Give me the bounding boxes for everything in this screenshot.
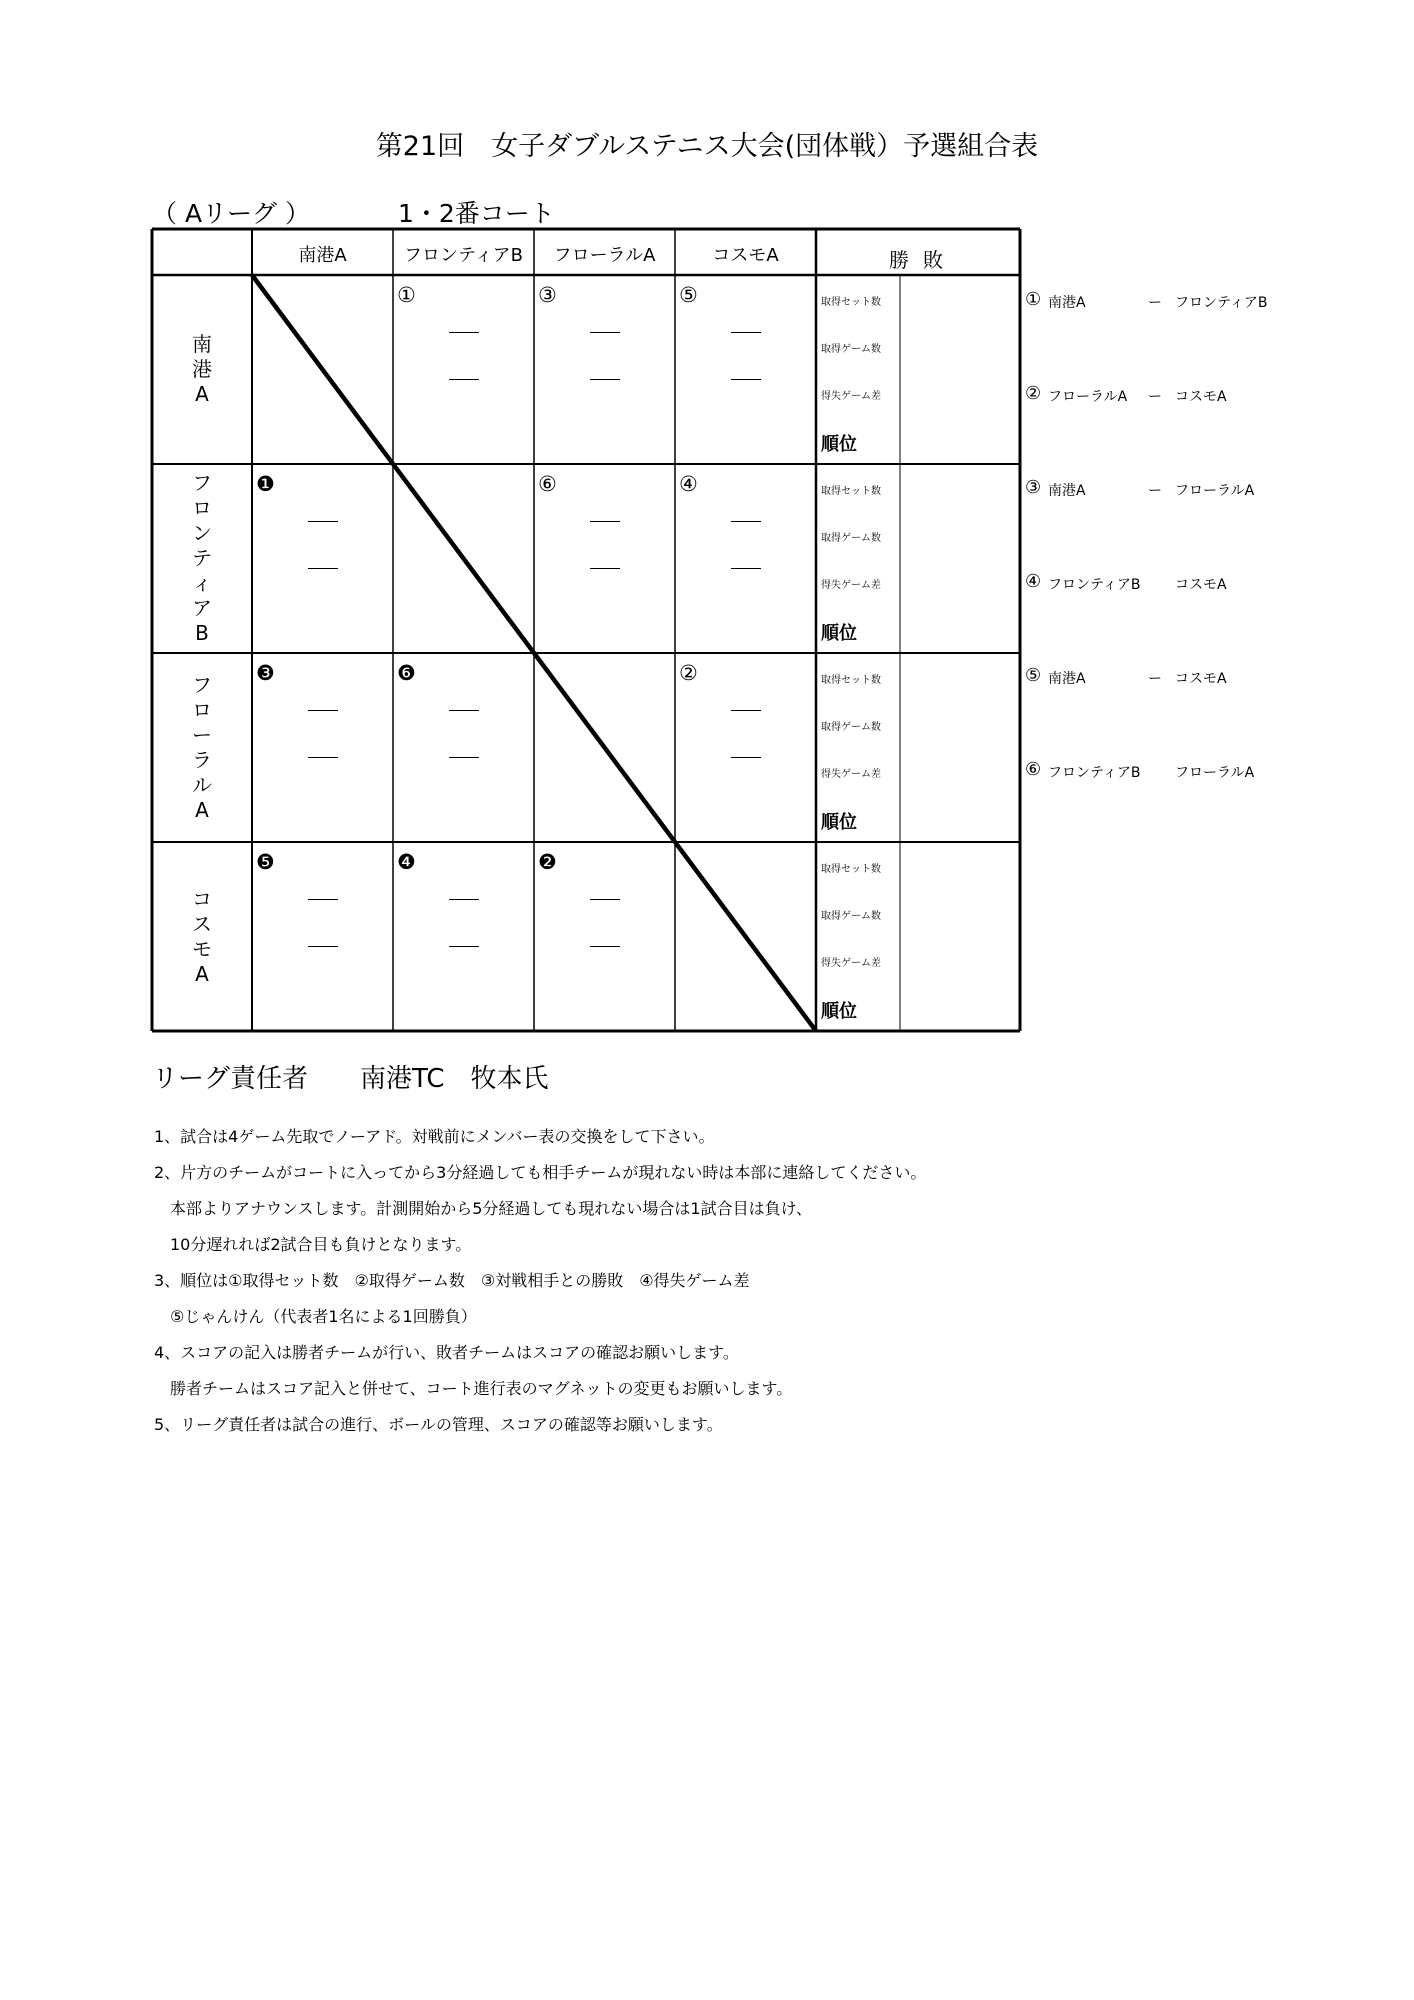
match-team-a: 南港A: [1048, 671, 1086, 687]
rule-line: 本部よりアナウンスします。計測開始から5分経過しても現れない場合は1試合目は負け、: [154, 1199, 812, 1218]
rank-label: 順位: [821, 434, 857, 455]
dash-mark: [308, 710, 338, 711]
match-separator: ー: [1148, 483, 1162, 499]
match-number: ①: [397, 283, 416, 307]
rule-line: 1、試合は4ゲーム先取でノーアド。対戦前にメンバー表の交換をして下さい。: [154, 1127, 715, 1146]
match-number: ②: [679, 661, 698, 685]
rule-line: 2、片方のチームがコートに入ってから3分経過しても相手チームが現れない時は本部に連絡してください。: [154, 1163, 927, 1182]
stat-label: 取得セット数: [821, 675, 881, 686]
dash-mark: [590, 521, 620, 522]
match-separator: ー: [1148, 671, 1162, 687]
match-number: ②: [1025, 383, 1042, 404]
rule-line: 3、順位は①取得セット数 ②取得ゲーム数 ③対戦相手との勝敗 ④得失ゲーム差: [154, 1271, 750, 1290]
dash-mark: [449, 379, 479, 380]
match-team-b: フローラルA: [1175, 765, 1255, 781]
dash-mark: [449, 757, 479, 758]
match-number: ④: [1025, 571, 1042, 592]
rank-label: 順位: [821, 623, 857, 644]
column-header: 南港A: [298, 245, 347, 266]
match-number: ❶: [256, 472, 275, 496]
column-header: コスモA: [712, 245, 779, 266]
dash-mark: [731, 332, 761, 333]
row-label: フ ロ ン テ ィ ア B: [192, 471, 212, 645]
dash-mark: [731, 757, 761, 758]
dash-mark: [308, 946, 338, 947]
rule-line: 10分遅れれば2試合目も負けとなります。: [154, 1235, 472, 1254]
rank-label: 順位: [821, 812, 857, 833]
match-team-b: フロンティアB: [1175, 295, 1268, 311]
stat-label: 取得ゲーム数: [821, 533, 881, 544]
match-number: ③: [1025, 477, 1042, 498]
winloss-header: 勝敗: [889, 248, 957, 272]
match-team-b: コスモA: [1175, 577, 1227, 593]
row-label: 南 港 A: [192, 332, 212, 406]
match-team-a: フロンティアB: [1048, 765, 1141, 781]
match-number: ⑤: [1025, 665, 1042, 686]
dash-mark: [731, 379, 761, 380]
rule-line: 勝者チームはスコア記入と併せて、コート進行表のマグネットの変更もお願いします。: [154, 1379, 793, 1398]
dash-mark: [308, 521, 338, 522]
match-number: ❷: [538, 850, 557, 874]
dash-mark: [590, 899, 620, 900]
match-team-a: フロンティアB: [1048, 577, 1141, 593]
dash-mark: [731, 710, 761, 711]
match-number: ①: [1025, 289, 1042, 310]
match-team-a: 南港A: [1048, 483, 1086, 499]
dash-mark: [590, 946, 620, 947]
stat-label: 取得ゲーム数: [821, 344, 881, 355]
dash-mark: [449, 946, 479, 947]
rule-line: 4、スコアの記入は勝者チームが行い、敗者チームはスコアの確認お願いします。: [154, 1343, 739, 1362]
dash-mark: [731, 568, 761, 569]
match-number: ⑥: [538, 472, 557, 496]
stat-label: 取得ゲーム数: [821, 722, 881, 733]
rule-line: ⑤じゃんけん（代表者1名による1回勝負）: [154, 1307, 477, 1326]
match-number: ⑤: [679, 283, 698, 307]
match-team-b: コスモA: [1175, 389, 1227, 405]
row-label: フ ロ ー ラ ル A: [192, 672, 212, 822]
stat-label: 取得セット数: [821, 864, 881, 875]
match-number: ③: [538, 283, 557, 307]
stat-label: 取得セット数: [821, 297, 881, 308]
match-number: ❹: [397, 850, 416, 874]
rule-line: 5、リーグ責任者は試合の進行、ボールの管理、スコアの確認等お願いします。: [154, 1415, 723, 1434]
match-number: ④: [679, 472, 698, 496]
dash-mark: [590, 332, 620, 333]
dash-mark: [449, 332, 479, 333]
stat-label: 得失ゲーム差: [821, 958, 881, 969]
stat-label: 取得ゲーム数: [821, 911, 881, 922]
dash-mark: [308, 568, 338, 569]
league-responsible: リーグ責任者 南港TC 牧本氏: [152, 1064, 549, 1094]
match-number: ❺: [256, 850, 275, 874]
dash-mark: [308, 757, 338, 758]
stat-label: 得失ゲーム差: [821, 769, 881, 780]
match-number: ❸: [256, 661, 275, 685]
column-header: フロンティアB: [404, 245, 523, 266]
row-label: コ ス モ A: [192, 886, 212, 986]
dash-mark: [308, 899, 338, 900]
match-separator: ー: [1148, 389, 1162, 405]
match-number: ❻: [397, 661, 416, 685]
court-name: 1・2番コート: [398, 199, 555, 228]
league-name: （ Aリーグ ）: [152, 199, 310, 228]
dash-mark: [590, 568, 620, 569]
stat-label: 得失ゲーム差: [821, 391, 881, 402]
match-team-b: コスモA: [1175, 671, 1227, 687]
match-separator: ー: [1148, 295, 1162, 311]
match-number: ⑥: [1025, 759, 1042, 780]
match-team-a: フローラルA: [1048, 389, 1128, 405]
dash-mark: [590, 379, 620, 380]
dash-mark: [731, 521, 761, 522]
page-title: 第21回 女子ダブルステニス大会(団体戦）予選組合表: [375, 131, 1039, 162]
stat-label: 取得セット数: [821, 486, 881, 497]
dash-mark: [449, 710, 479, 711]
dash-mark: [449, 899, 479, 900]
match-team-a: 南港A: [1048, 295, 1086, 311]
match-team-b: フローラルA: [1175, 483, 1255, 499]
stat-label: 得失ゲーム差: [821, 580, 881, 591]
rank-label: 順位: [821, 1001, 857, 1022]
column-header: フローラルA: [553, 245, 656, 266]
